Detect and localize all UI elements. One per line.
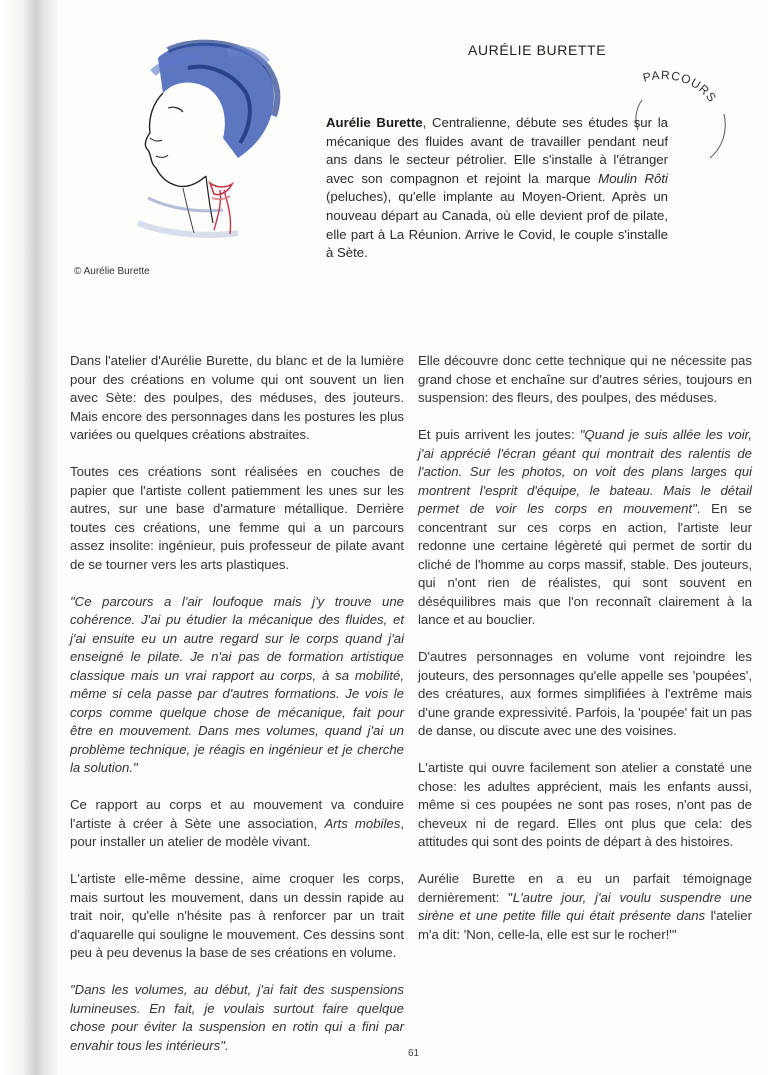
paragraph-text: , pour installer un atelier de modèle vivant. xyxy=(70,815,404,849)
article-author-heading: AURÉLIE BURETTE xyxy=(468,42,607,58)
watercolor-portrait-illustration xyxy=(128,38,282,258)
paragraph: Toutes ces créations sont réalisées en couches de papier que l'artiste collent patiemment les unes sur les autres, sur une base d'armature métallique. Derrière toutes ces créations, une femme qui a un parcours assez insolite: ingénieur, puis professeur de pilate avant de se tourner vers les arts plastiques. xyxy=(70,464,404,572)
bio-text-1: , Centralienne, débute ses études sur la mécanique des fluides avant de travailler pendant neuf ans dans le secteur pétrolier. Elle s'installe à l'étranger avec son compagnon et rejoint la marque xyxy=(326,115,668,186)
image-credit: © Aurélie Burette xyxy=(74,266,150,277)
paragraph-text: l'atelier m'a dit: 'Non, celle-la, elle est sur le rocher!'" xyxy=(418,908,752,942)
bio-brand: Moulin Rôti xyxy=(598,170,668,186)
quote-paragraph: "Ce parcours a l'air loufoque mais j'y trouve une cohérence. J'ai pu étudier la mécanique des fluides, et j'ai ensuite eu un autre regard sur le corps quand j'ai enseigné le pilate. Je n'ai pas de formation artistique classique mais un vrai rapport au corps, à sa mobilité, même si cela passe par d'autres formations. Je vois le corps comme quelque chose de mécanique, fait pour être en mouvement. Dans mes volumes, quand j'ai un problème technique, je réagis en ingénieur et je cherche la solution." xyxy=(70,593,404,775)
bio-name: Aurélie Burette xyxy=(326,115,423,130)
paragraph xyxy=(70,796,404,852)
paragraph xyxy=(418,870,752,944)
paragraph: Elle découvre donc cette technique qui ne nécessite pas grand chose et enchaîne sur d'autres séries, toujours en suspension: des fleurs, des poulpes, des méduses. xyxy=(418,353,752,405)
paragraph xyxy=(418,426,752,630)
paragraph-text: Aurélie Burette en a eu un parfait témoignage dernièrement: " xyxy=(418,871,752,905)
article-column-left xyxy=(70,352,404,1074)
page-gutter-shadow xyxy=(0,0,58,1075)
bio-text-2: (peluches), qu'elle implante au Moyen-Orient. Après un nouveau départ au Canada, où elle devient prof de pilate, elle part à La Réunion. Arrive le Covid, le couple s'installe à Sète. xyxy=(326,189,668,261)
association-name: Arts mobiles xyxy=(324,815,401,831)
page-number: 61 xyxy=(408,1048,420,1059)
paragraph: L'artiste qui ouvre facilement son atelier a constaté une chose: les adultes apprécient, mais les enfants aussi, même si ces poupées ne sont pas roses, n'ont pas de cheveux ni de regard. Elles ont plus que cela: des attitudes qui sont des points de départ à des histoires. xyxy=(418,760,752,849)
svg-text:PARCOURS xyxy=(641,70,719,105)
paragraph-text: Ce rapport au corps et au mouvement va conduire l'artiste à créer à Sète une association, xyxy=(70,797,404,831)
portrait-drawing xyxy=(128,38,282,258)
inline-quote: L'autre jour, j'ai voulu suspendre une sirène et une petite fille qui était présente dans xyxy=(418,889,752,923)
paragraph-text: . En se concentrant sur ces corps en action, l'artiste leur redonne une certaine légèreté qui permet de sortir du cliché de l'homme au corps massif, stable. Des jouteurs, qui n'ont rien de réalistes, qui sont souvent en déséquilibres mais que l'on reconnaît clairement à la lance et au bouclier. xyxy=(418,501,752,627)
paragraph: D'autres personnages en volume vont rejoindre les jouteurs, des personnages qu'elle appelle ses 'poupées', des créatures, aux formes simplifiées à l'extrême mais d'une grande expressivité. Parfois, la 'poupée' fait un pas de danse, ou discute avec une des voisines. xyxy=(418,649,752,738)
author-bio xyxy=(326,114,668,263)
article-column-right xyxy=(418,352,752,963)
paragraph: L'artiste elle-même dessine, aime croquer les corps, mais surtout les mouvement, dans un dessin rapide au trait noir, qu'elle n'hésite pas à renforcer par un trait d'aquarelle qui souligne le mouvement. Ces dessins sont peu à peu devenus la base de ses créations en volume. xyxy=(70,871,404,960)
paragraph-text: Et puis arrivent les joutes: xyxy=(418,427,580,442)
inline-quote: "Quand je suis allée les voir, j'ai apprécié l'écran géant qui montrait des ralentis de l'action. Sur les photos, on voit des plans larges qui montrent l'esprit d'équipe, le bateau. Mais le détail permet de voir les corps en mouvement" xyxy=(418,427,752,516)
paragraph: Dans l'atelier d'Aurélie Burette, du blanc et de la lumière pour des créations en volume qui ont souvent un lien avec Sète: des poulpes, des méduses, des jouteurs. Mais encore des personnages dans les postures les plus variées ou quelques créations abstraites. xyxy=(70,353,404,442)
quote-paragraph: "Dans les volumes, au début, j'ai fait des suspensions lumineuses. En fait, je voulais surtout faire quelque chose pour éviter la suspension en rotin qui a fini par envahir tous les intérieurs". xyxy=(70,982,404,1053)
parcours-label: PARCOURS xyxy=(641,70,720,106)
